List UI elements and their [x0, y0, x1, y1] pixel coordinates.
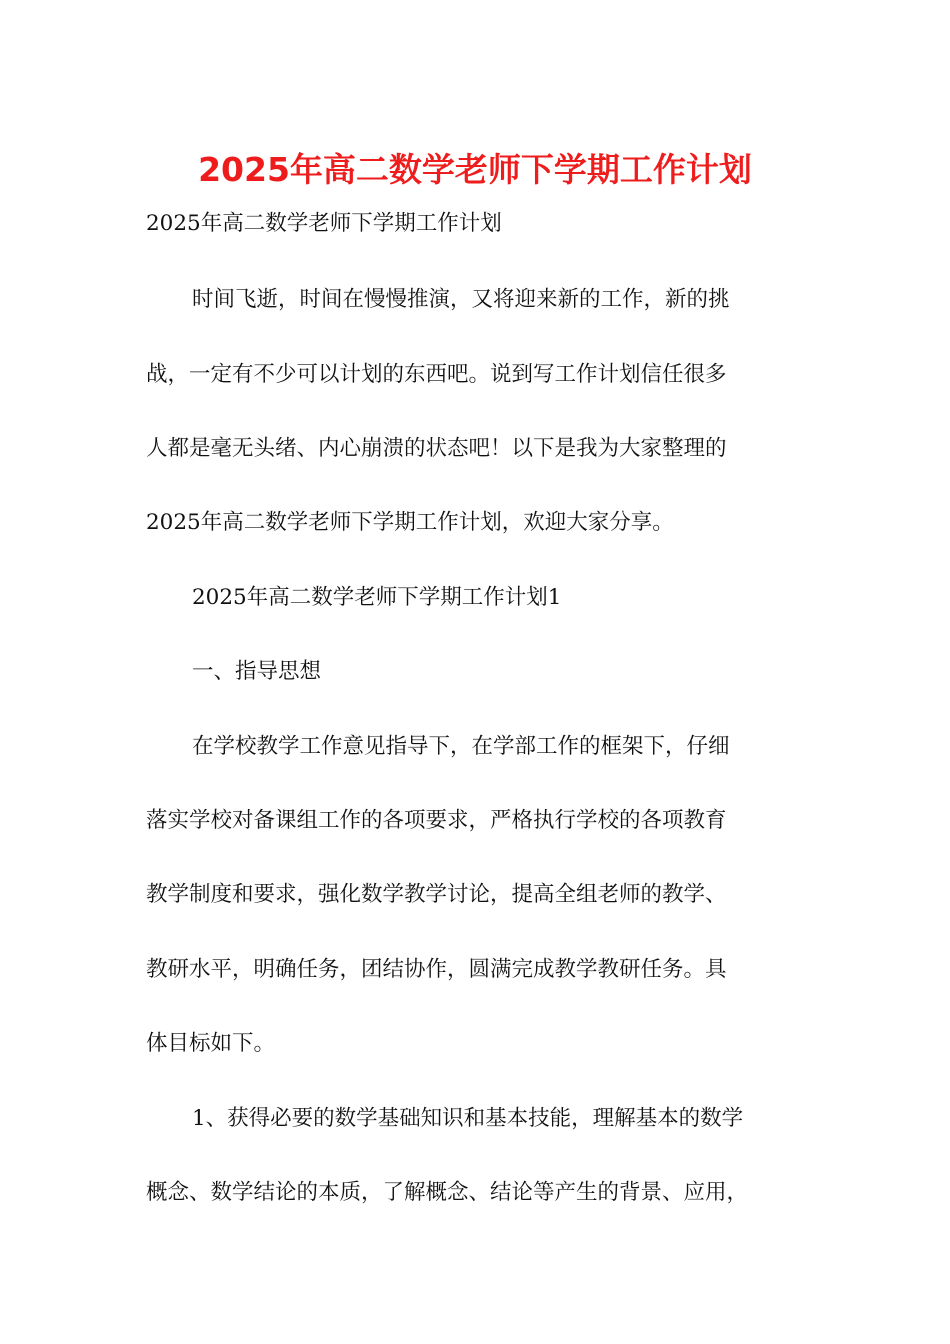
document-subtitle: 2025年高二数学老师下学期工作计划: [146, 211, 502, 236]
section-heading: 2025年高二数学老师下学期工作计划1: [192, 585, 562, 610]
paragraph-line: 落实学校对备课组工作的各项要求，严格执行学校的各项教育: [146, 808, 727, 833]
paragraph-line: 在学校教学工作意见指导下，在学部工作的框架下，仔细: [192, 734, 730, 759]
paragraph-line: 教研水平，明确任务，团结协作，圆满完成教学教研任务。具: [146, 957, 727, 982]
paragraph-line: 概念、数学结论的本质，了解概念、结论等产生的背景、应用，: [146, 1180, 749, 1205]
section-heading: 一、指导思想: [192, 659, 322, 684]
paragraph-line: 战，一定有不少可以计划的东西吧。说到写工作计划信任很多: [146, 362, 727, 387]
paragraph-line: 人都是毫无头绪、内心崩溃的状态吧！以下是我为大家整理的: [146, 436, 727, 461]
paragraph-line: 1、获得必要的数学基础知识和基本技能，理解基本的数学: [192, 1106, 744, 1131]
paragraph-line: 体目标如下。: [146, 1031, 276, 1056]
document-title: 2025年高二数学老师下学期工作计划: [198, 150, 752, 189]
paragraph-line: 2025年高二数学老师下学期工作计划，欢迎大家分享。: [146, 510, 674, 535]
paragraph-line: 教学制度和要求，强化数学教学讨论，提高全组老师的教学、: [146, 882, 727, 907]
paragraph-line: 时间飞逝，时间在慢慢推演，又将迎来新的工作，新的挑: [192, 287, 730, 312]
